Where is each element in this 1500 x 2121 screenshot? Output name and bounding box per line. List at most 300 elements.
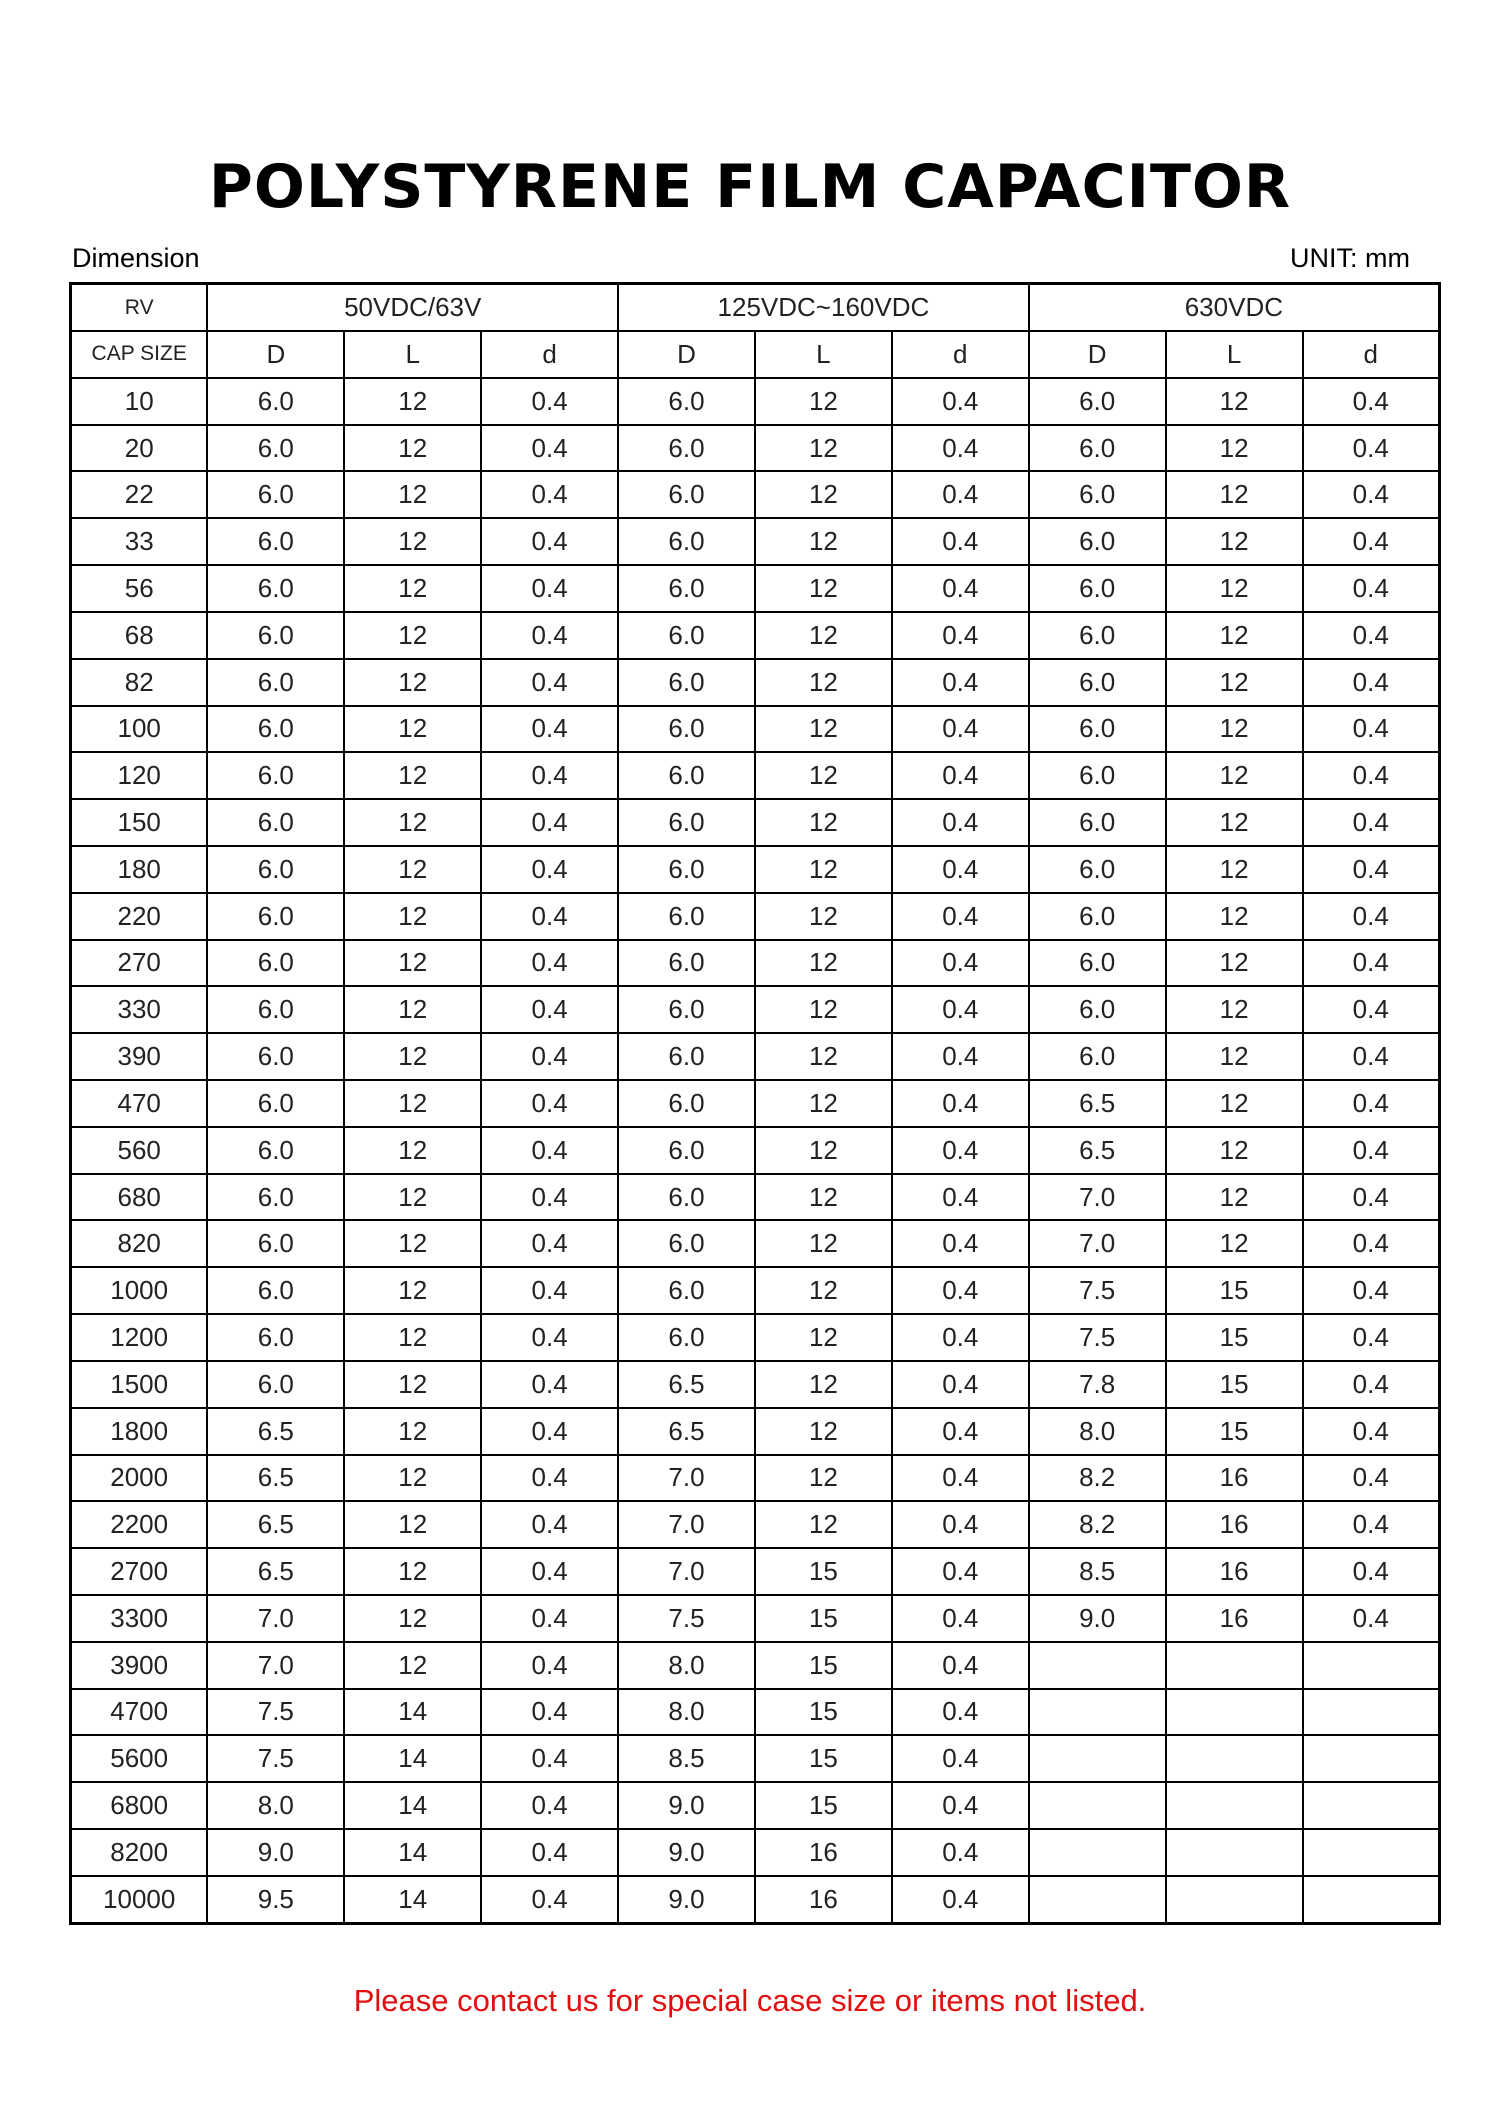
dimension-cell: 12 bbox=[1166, 425, 1303, 472]
dimension-cell: 16 bbox=[1166, 1455, 1303, 1502]
dimension-cell: 8.5 bbox=[618, 1735, 755, 1782]
dimension-cell: 12 bbox=[755, 1408, 892, 1455]
dimension-cell bbox=[1029, 1829, 1166, 1876]
dimension-cell bbox=[1303, 1642, 1440, 1689]
dimension-cell: 12 bbox=[344, 1455, 481, 1502]
dimension-cell: 0.4 bbox=[892, 1174, 1029, 1221]
dimension-cell: 14 bbox=[344, 1829, 481, 1876]
dimension-cell: 0.4 bbox=[1303, 518, 1440, 565]
cap-size-cell: 56 bbox=[71, 565, 208, 612]
dimension-cell: 6.0 bbox=[1029, 893, 1166, 940]
dimension-cell: 0.4 bbox=[892, 752, 1029, 799]
cap-size-cell: 1200 bbox=[71, 1314, 208, 1361]
cap-size-cell: 2200 bbox=[71, 1501, 208, 1548]
dimension-cell: 0.4 bbox=[481, 986, 618, 1033]
dimension-cell: 0.4 bbox=[892, 1595, 1029, 1642]
dimension-cell: 0.4 bbox=[481, 1033, 618, 1080]
dimension-cell: 12 bbox=[1166, 518, 1303, 565]
dimension-cell: 6.0 bbox=[1029, 1033, 1166, 1080]
dimension-cell bbox=[1166, 1735, 1303, 1782]
dimension-cell: 12 bbox=[755, 1080, 892, 1127]
dimension-cell: 12 bbox=[755, 1314, 892, 1361]
dimension-cell bbox=[1303, 1782, 1440, 1829]
table-row bbox=[71, 1314, 1440, 1361]
dimension-cell: 0.4 bbox=[892, 1220, 1029, 1267]
dimension-cell: 0.4 bbox=[892, 940, 1029, 987]
dimension-cell: 12 bbox=[1166, 378, 1303, 425]
dimension-cell: 7.0 bbox=[1029, 1220, 1166, 1267]
dimension-cell: 12 bbox=[344, 1501, 481, 1548]
dimension-cell bbox=[1166, 1782, 1303, 1829]
table-row bbox=[71, 1220, 1440, 1267]
dimension-cell: 8.0 bbox=[207, 1782, 344, 1829]
dimension-cell bbox=[1303, 1829, 1440, 1876]
dimension-cell: 0.4 bbox=[1303, 986, 1440, 1033]
dimension-cell bbox=[1029, 1642, 1166, 1689]
dimension-cell bbox=[1166, 1829, 1303, 1876]
dimension-cell: 0.4 bbox=[1303, 1033, 1440, 1080]
dimension-cell: 0.4 bbox=[481, 893, 618, 940]
dimension-cell: 12 bbox=[344, 893, 481, 940]
dimension-cell: 12 bbox=[344, 1267, 481, 1314]
dimension-cell: 6.0 bbox=[1029, 471, 1166, 518]
header-row-dimensions bbox=[71, 331, 1440, 378]
sub-column-header: L bbox=[1166, 331, 1303, 378]
dimension-cell: 6.0 bbox=[618, 846, 755, 893]
sub-column-header: D bbox=[1029, 331, 1166, 378]
dimension-cell: 7.0 bbox=[618, 1455, 755, 1502]
dimension-label: Dimension bbox=[72, 243, 200, 273]
dimension-cell: 6.0 bbox=[618, 1127, 755, 1174]
dimension-cell: 12 bbox=[755, 1455, 892, 1502]
cap-size-cell: 68 bbox=[71, 612, 208, 659]
dimension-cell: 0.4 bbox=[892, 612, 1029, 659]
table-row bbox=[71, 1782, 1440, 1829]
dimension-cell: 6.0 bbox=[618, 1033, 755, 1080]
dimension-cell: 0.4 bbox=[481, 1548, 618, 1595]
dimension-cell: 0.4 bbox=[892, 1642, 1029, 1689]
table-row bbox=[71, 1689, 1440, 1736]
dimension-cell: 6.0 bbox=[618, 565, 755, 612]
table-row bbox=[71, 1361, 1440, 1408]
dimension-cell: 0.4 bbox=[892, 1127, 1029, 1174]
dimension-cell: 12 bbox=[755, 706, 892, 753]
dimension-cell: 12 bbox=[755, 799, 892, 846]
sub-column-header: d bbox=[892, 331, 1029, 378]
dimension-cell: 0.4 bbox=[481, 1220, 618, 1267]
table-row bbox=[71, 1548, 1440, 1595]
dimension-cell: 6.5 bbox=[207, 1501, 344, 1548]
dimension-cell: 6.0 bbox=[207, 425, 344, 472]
dimension-cell: 9.0 bbox=[618, 1782, 755, 1829]
dimension-cell: 6.0 bbox=[1029, 940, 1166, 987]
dimension-cell: 7.0 bbox=[618, 1501, 755, 1548]
dimension-cell: 0.4 bbox=[1303, 612, 1440, 659]
dimension-cell: 15 bbox=[755, 1642, 892, 1689]
dimension-cell: 6.0 bbox=[618, 752, 755, 799]
dimension-cell: 16 bbox=[755, 1829, 892, 1876]
dimension-cell: 6.0 bbox=[1029, 799, 1166, 846]
dimension-cell: 0.4 bbox=[892, 378, 1029, 425]
dimension-cell: 12 bbox=[344, 565, 481, 612]
dimension-cell: 7.5 bbox=[1029, 1314, 1166, 1361]
dimension-cell: 0.4 bbox=[481, 612, 618, 659]
dimension-cell: 14 bbox=[344, 1876, 481, 1924]
dimension-cell: 12 bbox=[1166, 1174, 1303, 1221]
dimension-cell: 12 bbox=[344, 1548, 481, 1595]
dimension-cell: 12 bbox=[755, 659, 892, 706]
dimension-cell: 6.0 bbox=[618, 893, 755, 940]
dimension-cell: 12 bbox=[1166, 471, 1303, 518]
cap-size-cell: 20 bbox=[71, 425, 208, 472]
dimension-cell: 9.0 bbox=[207, 1829, 344, 1876]
table-row bbox=[71, 986, 1440, 1033]
cap-size-cell: 680 bbox=[71, 1174, 208, 1221]
dimension-cell: 6.0 bbox=[618, 471, 755, 518]
dimension-cell: 12 bbox=[755, 1361, 892, 1408]
dimension-cell: 0.4 bbox=[481, 1829, 618, 1876]
cap-size-cell: 180 bbox=[71, 846, 208, 893]
dimension-cell: 0.4 bbox=[481, 799, 618, 846]
table-row bbox=[71, 1267, 1440, 1314]
table-row bbox=[71, 1501, 1440, 1548]
dimension-cell: 6.0 bbox=[618, 378, 755, 425]
table-row bbox=[71, 378, 1440, 425]
cap-size-cell: 100 bbox=[71, 706, 208, 753]
dimension-cell: 6.0 bbox=[618, 659, 755, 706]
dimension-cell: 0.4 bbox=[892, 1876, 1029, 1924]
dimension-cell: 12 bbox=[344, 425, 481, 472]
dimension-cell: 7.5 bbox=[1029, 1267, 1166, 1314]
dimension-cell: 16 bbox=[755, 1876, 892, 1924]
dimension-cell: 0.4 bbox=[481, 1689, 618, 1736]
sub-column-header: D bbox=[207, 331, 344, 378]
dimension-cell: 0.4 bbox=[892, 471, 1029, 518]
table-row bbox=[71, 518, 1440, 565]
dimension-cell: 0.4 bbox=[481, 1501, 618, 1548]
dimension-table bbox=[69, 282, 1441, 1925]
cap-size-cell: 2700 bbox=[71, 1548, 208, 1595]
dimension-cell: 0.4 bbox=[481, 518, 618, 565]
dimension-cell: 12 bbox=[344, 1408, 481, 1455]
dimension-cell: 7.5 bbox=[207, 1689, 344, 1736]
table-row bbox=[71, 846, 1440, 893]
cap-size-cell: 82 bbox=[71, 659, 208, 706]
dimension-cell: 0.4 bbox=[1303, 1080, 1440, 1127]
dimension-cell: 0.4 bbox=[481, 940, 618, 987]
dimension-cell: 12 bbox=[755, 1501, 892, 1548]
table-row bbox=[71, 612, 1440, 659]
dimension-cell: 6.0 bbox=[207, 612, 344, 659]
dimension-cell: 0.4 bbox=[481, 659, 618, 706]
dimension-cell: 0.4 bbox=[1303, 1220, 1440, 1267]
dimension-cell: 6.0 bbox=[1029, 846, 1166, 893]
dimension-cell: 0.4 bbox=[892, 706, 1029, 753]
table-row bbox=[71, 1033, 1440, 1080]
dimension-cell: 6.0 bbox=[207, 940, 344, 987]
cap-size-cell: 8200 bbox=[71, 1829, 208, 1876]
dimension-cell: 6.5 bbox=[1029, 1080, 1166, 1127]
cap-size-cell: 10000 bbox=[71, 1876, 208, 1924]
dimension-cell: 6.5 bbox=[207, 1455, 344, 1502]
dimension-cell: 6.0 bbox=[1029, 565, 1166, 612]
dimension-cell: 12 bbox=[1166, 659, 1303, 706]
dimension-cell: 0.4 bbox=[481, 1455, 618, 1502]
dimension-cell: 0.4 bbox=[1303, 425, 1440, 472]
dimension-cell: 12 bbox=[1166, 799, 1303, 846]
sub-column-header: D bbox=[618, 331, 755, 378]
dimension-cell: 12 bbox=[344, 659, 481, 706]
dimension-cell: 0.4 bbox=[1303, 799, 1440, 846]
dimension-cell: 0.4 bbox=[892, 1455, 1029, 1502]
dimension-cell: 0.4 bbox=[1303, 659, 1440, 706]
dimension-cell: 8.5 bbox=[1029, 1548, 1166, 1595]
cap-size-cell: 390 bbox=[71, 1033, 208, 1080]
dimension-cell: 6.0 bbox=[207, 659, 344, 706]
dimension-cell: 6.0 bbox=[207, 471, 344, 518]
table-row bbox=[71, 940, 1440, 987]
dimension-cell: 0.4 bbox=[892, 1314, 1029, 1361]
dimension-cell: 15 bbox=[755, 1595, 892, 1642]
dimension-cell: 0.4 bbox=[481, 1267, 618, 1314]
dimension-cell: 12 bbox=[755, 986, 892, 1033]
dimension-cell: 12 bbox=[1166, 706, 1303, 753]
dimension-cell: 8.0 bbox=[1029, 1408, 1166, 1455]
dimension-cell bbox=[1166, 1876, 1303, 1924]
dimension-cell: 7.0 bbox=[207, 1595, 344, 1642]
cap-size-cell: 2000 bbox=[71, 1455, 208, 1502]
dimension-cell: 8.0 bbox=[618, 1642, 755, 1689]
cap-size-cell: 1800 bbox=[71, 1408, 208, 1455]
dimension-cell: 6.0 bbox=[207, 1033, 344, 1080]
dimension-cell: 12 bbox=[755, 425, 892, 472]
dimension-cell: 6.0 bbox=[1029, 378, 1166, 425]
dimension-cell: 0.4 bbox=[1303, 1267, 1440, 1314]
dimension-cell: 12 bbox=[344, 706, 481, 753]
cap-size-cell: 270 bbox=[71, 940, 208, 987]
voltage-group-header: 125VDC~160VDC bbox=[618, 284, 1029, 332]
table-row bbox=[71, 1174, 1440, 1221]
sub-column-header: d bbox=[1303, 331, 1440, 378]
dimension-cell: 0.4 bbox=[1303, 378, 1440, 425]
dimension-cell: 12 bbox=[1166, 846, 1303, 893]
dimension-cell: 0.4 bbox=[481, 565, 618, 612]
dimension-cell: 6.0 bbox=[618, 940, 755, 987]
dimension-cell: 6.0 bbox=[618, 1174, 755, 1221]
dimension-cell: 6.0 bbox=[1029, 659, 1166, 706]
dimension-cell: 6.0 bbox=[207, 799, 344, 846]
dimension-cell: 6.5 bbox=[207, 1408, 344, 1455]
table-row bbox=[71, 799, 1440, 846]
dimension-cell: 12 bbox=[755, 893, 892, 940]
dimension-cell: 0.4 bbox=[1303, 1361, 1440, 1408]
dimension-cell: 0.4 bbox=[481, 706, 618, 753]
dimension-cell: 0.4 bbox=[481, 752, 618, 799]
sub-column-header: L bbox=[755, 331, 892, 378]
dimension-cell: 12 bbox=[344, 1033, 481, 1080]
header-row-voltage bbox=[71, 284, 1440, 332]
dimension-cell: 15 bbox=[755, 1548, 892, 1595]
dimension-cell: 15 bbox=[1166, 1314, 1303, 1361]
page-title: POLYSTYRENE FILM CAPACITOR bbox=[208, 152, 1292, 222]
dimension-cell: 14 bbox=[344, 1782, 481, 1829]
dimension-cell: 6.0 bbox=[207, 1314, 344, 1361]
dimension-cell: 0.4 bbox=[892, 659, 1029, 706]
dimension-cell: 12 bbox=[344, 1361, 481, 1408]
cap-size-cell: 3300 bbox=[71, 1595, 208, 1642]
dimension-cell: 0.4 bbox=[481, 378, 618, 425]
dimension-cell: 15 bbox=[1166, 1267, 1303, 1314]
dimension-cell: 0.4 bbox=[481, 1174, 618, 1221]
dimension-cell: 14 bbox=[344, 1689, 481, 1736]
dimension-cell: 12 bbox=[1166, 893, 1303, 940]
table-row bbox=[71, 706, 1440, 753]
dimension-cell: 7.0 bbox=[618, 1548, 755, 1595]
dimension-cell: 12 bbox=[344, 1595, 481, 1642]
dimension-cell: 12 bbox=[344, 1642, 481, 1689]
table-row bbox=[71, 1829, 1440, 1876]
dimension-cell: 0.4 bbox=[481, 1314, 618, 1361]
dimension-cell: 0.4 bbox=[481, 425, 618, 472]
dimension-cell: 6.5 bbox=[618, 1408, 755, 1455]
cap-size-cell: 150 bbox=[71, 799, 208, 846]
dimension-cell: 9.0 bbox=[1029, 1595, 1166, 1642]
dimension-cell: 15 bbox=[1166, 1361, 1303, 1408]
dimension-cell: 12 bbox=[1166, 752, 1303, 799]
dimension-cell: 0.4 bbox=[892, 518, 1029, 565]
dimension-cell: 0.4 bbox=[892, 986, 1029, 1033]
dimension-cell: 12 bbox=[755, 1033, 892, 1080]
dimension-cell: 6.5 bbox=[618, 1361, 755, 1408]
dimension-cell: 12 bbox=[344, 846, 481, 893]
dimension-cell: 12 bbox=[1166, 565, 1303, 612]
meta-row bbox=[72, 243, 1410, 279]
dimension-cell: 0.4 bbox=[892, 1501, 1029, 1548]
dimension-cell: 12 bbox=[755, 471, 892, 518]
dimension-cell: 6.0 bbox=[1029, 986, 1166, 1033]
dimension-cell: 12 bbox=[1166, 1080, 1303, 1127]
unit-label: UNIT: mm bbox=[1290, 243, 1410, 273]
dimension-cell: 7.8 bbox=[1029, 1361, 1166, 1408]
dimension-cell: 9.0 bbox=[618, 1829, 755, 1876]
cap-size-cell: 120 bbox=[71, 752, 208, 799]
cap-size-cell: 4700 bbox=[71, 1689, 208, 1736]
cap-size-cell: 330 bbox=[71, 986, 208, 1033]
dimension-cell: 12 bbox=[1166, 1033, 1303, 1080]
cap-size-cell: 470 bbox=[71, 1080, 208, 1127]
dimension-cell: 0.4 bbox=[1303, 471, 1440, 518]
dimension-cell: 6.0 bbox=[1029, 518, 1166, 565]
table-row bbox=[71, 659, 1440, 706]
dimension-cell: 6.0 bbox=[618, 706, 755, 753]
dimension-cell bbox=[1029, 1876, 1166, 1924]
dimension-cell: 12 bbox=[755, 518, 892, 565]
dimension-cell: 0.4 bbox=[892, 425, 1029, 472]
dimension-cell: 6.0 bbox=[618, 799, 755, 846]
dimension-cell: 0.4 bbox=[1303, 1455, 1440, 1502]
dimension-cell: 12 bbox=[344, 1127, 481, 1174]
dimension-cell: 0.4 bbox=[892, 846, 1029, 893]
dimension-cell: 0.4 bbox=[1303, 1408, 1440, 1455]
dimension-cell: 6.5 bbox=[1029, 1127, 1166, 1174]
dimension-cell: 0.4 bbox=[1303, 1595, 1440, 1642]
dimension-cell: 12 bbox=[1166, 612, 1303, 659]
cap-size-cell: 6800 bbox=[71, 1782, 208, 1829]
cap-size-cell: 1000 bbox=[71, 1267, 208, 1314]
dimension-cell: 6.0 bbox=[207, 1127, 344, 1174]
dimension-cell: 0.4 bbox=[892, 1548, 1029, 1595]
dimension-cell bbox=[1303, 1689, 1440, 1736]
dimension-cell: 12 bbox=[755, 1127, 892, 1174]
dimension-cell: 14 bbox=[344, 1735, 481, 1782]
dimension-cell: 6.0 bbox=[618, 612, 755, 659]
dimension-cell: 0.4 bbox=[1303, 706, 1440, 753]
dimension-cell: 0.4 bbox=[892, 1361, 1029, 1408]
dimension-cell: 0.4 bbox=[892, 799, 1029, 846]
dimension-cell: 6.0 bbox=[207, 893, 344, 940]
dimension-cell: 0.4 bbox=[1303, 846, 1440, 893]
table-row bbox=[71, 425, 1440, 472]
dimension-cell: 0.4 bbox=[1303, 1548, 1440, 1595]
cap-size-cell: 10 bbox=[71, 378, 208, 425]
dimension-cell: 12 bbox=[1166, 1220, 1303, 1267]
dimension-cell: 12 bbox=[755, 940, 892, 987]
dimension-cell bbox=[1029, 1735, 1166, 1782]
dimension-cell: 6.0 bbox=[207, 752, 344, 799]
dimension-cell: 12 bbox=[344, 986, 481, 1033]
dimension-cell: 0.4 bbox=[892, 1829, 1029, 1876]
table-row bbox=[71, 893, 1440, 940]
dimension-cell: 0.4 bbox=[481, 1080, 618, 1127]
dimension-cell: 12 bbox=[344, 752, 481, 799]
dimension-cell: 0.4 bbox=[1303, 1174, 1440, 1221]
sub-column-header: d bbox=[481, 331, 618, 378]
dimension-cell: 0.4 bbox=[892, 1033, 1029, 1080]
dimension-cell: 12 bbox=[1166, 986, 1303, 1033]
dimension-cell bbox=[1303, 1876, 1440, 1924]
dimension-cell: 9.0 bbox=[618, 1876, 755, 1924]
dimension-cell: 12 bbox=[344, 612, 481, 659]
table-row bbox=[71, 1876, 1440, 1924]
dimension-cell: 6.0 bbox=[618, 1267, 755, 1314]
dimension-cell: 6.0 bbox=[1029, 706, 1166, 753]
cap-size-cell: 22 bbox=[71, 471, 208, 518]
dimension-cell: 12 bbox=[755, 378, 892, 425]
dimension-cell: 9.5 bbox=[207, 1876, 344, 1924]
dimension-cell: 7.5 bbox=[207, 1735, 344, 1782]
dimension-cell: 0.4 bbox=[481, 1876, 618, 1924]
dimension-cell: 6.0 bbox=[207, 1080, 344, 1127]
dimension-cell: 0.4 bbox=[892, 893, 1029, 940]
dimension-cell: 0.4 bbox=[1303, 940, 1440, 987]
contact-note: Please contact us for special case size or items not listed. bbox=[353, 1983, 1147, 2018]
cap-size-cell: 3900 bbox=[71, 1642, 208, 1689]
dimension-cell: 12 bbox=[755, 1174, 892, 1221]
table-row bbox=[71, 1642, 1440, 1689]
dimension-cell: 12 bbox=[344, 1080, 481, 1127]
table-row bbox=[71, 471, 1440, 518]
dimension-cell: 12 bbox=[344, 471, 481, 518]
table-row bbox=[71, 1408, 1440, 1455]
dimension-cell: 6.0 bbox=[618, 1314, 755, 1361]
table-row bbox=[71, 1455, 1440, 1502]
dimension-cell: 0.4 bbox=[481, 1595, 618, 1642]
table-row bbox=[71, 1127, 1440, 1174]
dimension-cell: 12 bbox=[1166, 1127, 1303, 1174]
voltage-group-header: 630VDC bbox=[1029, 284, 1440, 332]
dimension-cell: 6.0 bbox=[618, 986, 755, 1033]
dimension-cell: 0.4 bbox=[481, 1782, 618, 1829]
